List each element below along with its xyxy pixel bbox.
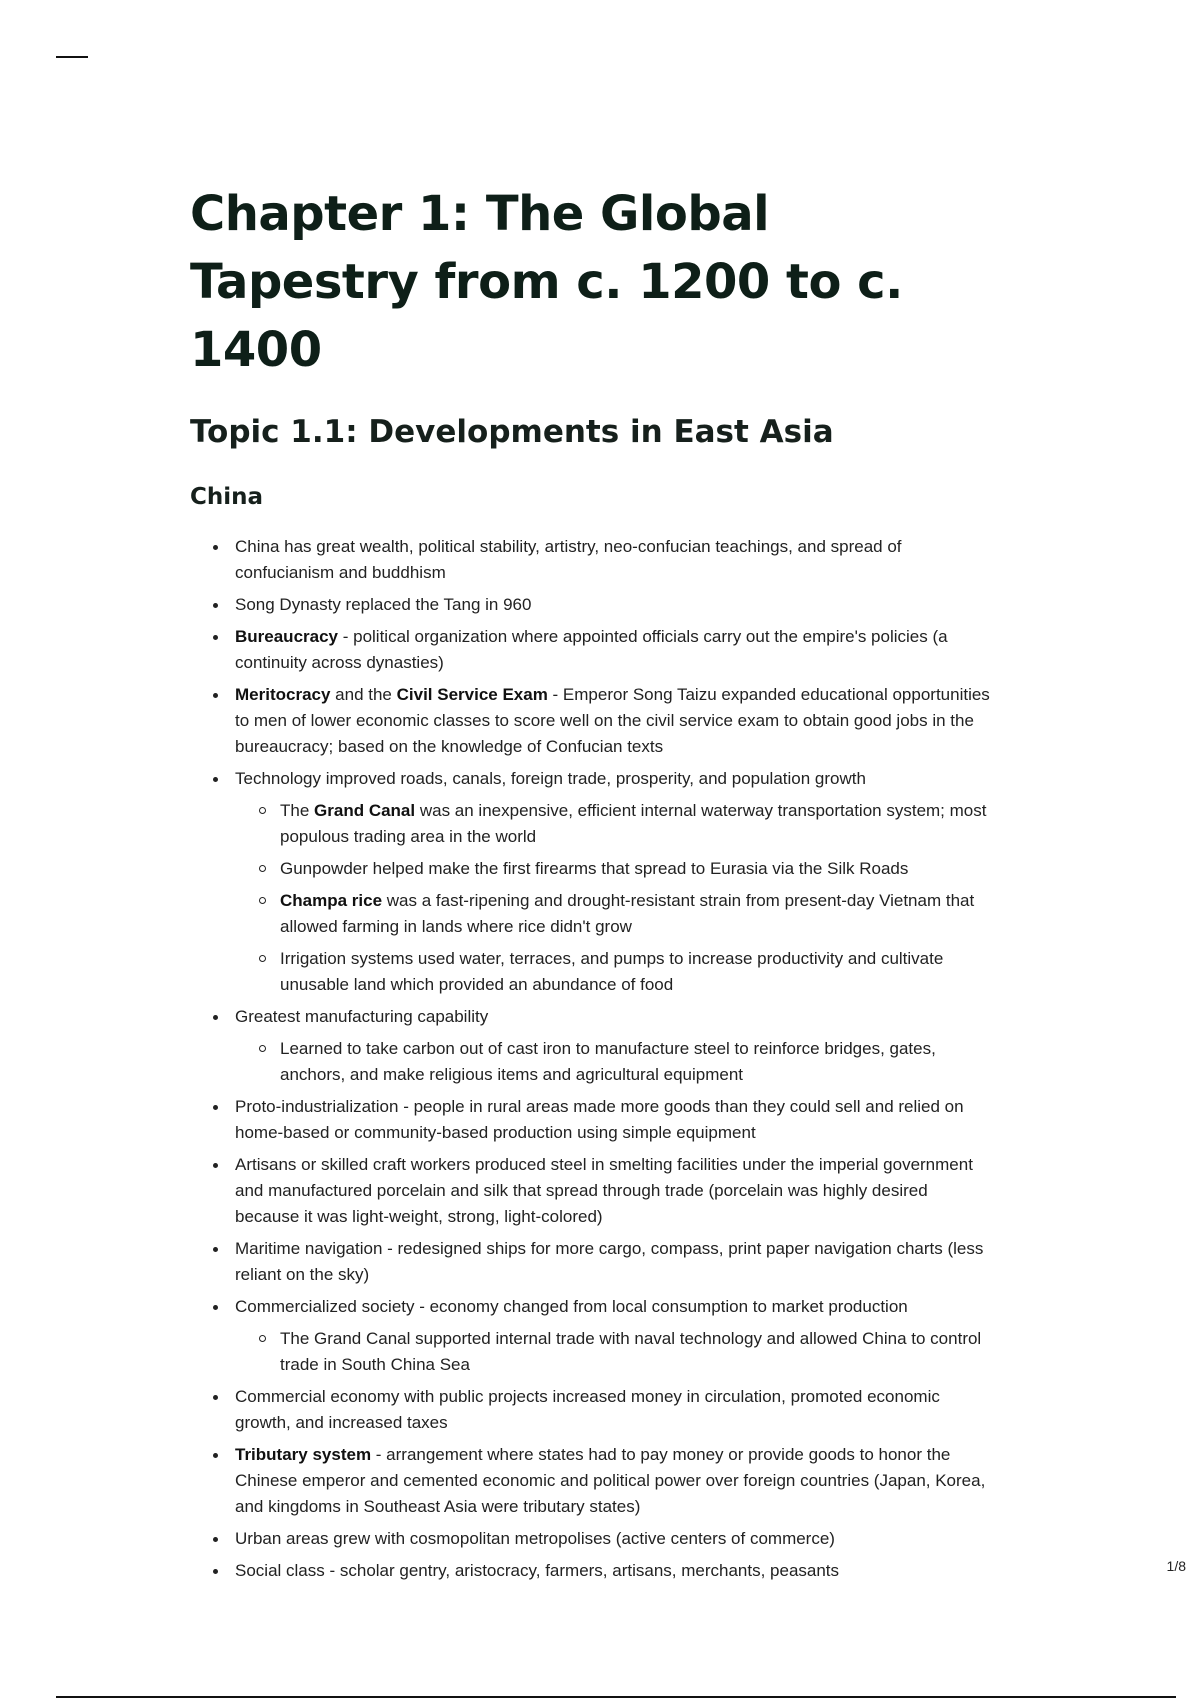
- note-text: - political organization where appointed officials carry out the empire's policies (a continuity across dynasties): [235, 627, 948, 672]
- note-text: Greatest manufacturing capability: [235, 1007, 489, 1026]
- note-text: Maritime navigation - redesigned ships for more cargo, compass, print paper navigation charts (less reliant on the sky): [235, 1239, 984, 1284]
- note-text: Irrigation systems used water, terraces, and pumps to increase productivity and cultivate unusable land which provided an abundance of food: [280, 949, 944, 994]
- page-number: 1/8: [1166, 1558, 1186, 1574]
- note-text: was a fast-ripening and drought-resistant strain from present-day Vietnam that allowed farming in lands where rice didn't grow: [280, 891, 975, 936]
- note-text: was an inexpensive, efficient internal waterway transportation system; most populous trading area in the world: [280, 801, 987, 846]
- note-text: Artisans or skilled craft workers produced steel in smelting facilities under the imperial government and manufactured porcelain and silk that spread through trade (porcelain was highly desired because it was light-weight, strong, light-colored): [235, 1155, 973, 1226]
- note-text: Proto-industrialization - people in rural areas made more goods than they could sell and relied on home-based or community-based production using simple equipment: [235, 1097, 964, 1142]
- list-item: [235, 1558, 990, 1584]
- chapter-title: Chapter 1: The Global Tapestry from c. 1200 to c. 1400: [190, 186, 903, 378]
- sub-list-item: [280, 856, 990, 882]
- list-item: [235, 1094, 990, 1146]
- section-title: China: [190, 484, 264, 510]
- topic-title: Topic 1.1: Developments in East Asia: [190, 414, 834, 450]
- note-text: Song Dynasty replaced the Tang in 960: [235, 595, 532, 614]
- note-text: - Emperor Song Taizu expanded educational opportunities to men of lower economic classes to score well on the civil service exam to obtain good jobs in the bureaucracy; based on the knowledge of Confucian texts: [235, 685, 990, 756]
- note-text: Commercial economy with public projects increased money in circulation, promoted economic growth, and increased taxes: [235, 1387, 940, 1432]
- sub-list: [235, 1036, 990, 1088]
- sub-list-item: [280, 1036, 990, 1088]
- list-item: [235, 766, 990, 998]
- key-term: Grand Canal: [314, 801, 416, 820]
- key-term: Meritocracy: [235, 685, 331, 704]
- list-item: [235, 1384, 990, 1436]
- list-item: [235, 624, 990, 676]
- key-term: Tributary system: [235, 1445, 372, 1464]
- list-item: [235, 534, 990, 586]
- note-text: Learned to take carbon out of cast iron to manufacture steel to reinforce bridges, gates, anchors, and make religious items and agricultural equipment: [280, 1039, 936, 1084]
- sub-list: [235, 1326, 990, 1378]
- list-item: [235, 1004, 990, 1088]
- note-text: Commercialized society - economy changed from local consumption to market production: [235, 1297, 908, 1316]
- list-item: [235, 1236, 990, 1288]
- sub-list-item: [280, 798, 990, 850]
- sub-list: [235, 798, 990, 998]
- list-item: [235, 1152, 990, 1230]
- key-term: Champa rice: [280, 891, 383, 910]
- note-text: China has great wealth, political stability, artistry, neo-confucian teachings, and spread of confucianism and buddhism: [235, 537, 902, 582]
- note-text: and the: [330, 685, 397, 704]
- key-term: Civil Service Exam: [396, 685, 548, 704]
- notes-list: [190, 534, 990, 1584]
- list-item: [235, 1442, 990, 1520]
- list-item: [235, 1526, 990, 1552]
- note-text: Technology improved roads, canals, foreign trade, prosperity, and population growth: [235, 769, 866, 788]
- list-item: [235, 592, 990, 618]
- bottom-divider: [56, 1696, 1176, 1698]
- sub-list-item: [280, 888, 990, 940]
- note-text: Urban areas grew with cosmopolitan metropolises (active centers of commerce): [235, 1529, 835, 1548]
- note-text: - arrangement where states had to pay money or provide goods to honor the Chinese emperor and cemented economic and political power over foreign countries (Japan, Korea, and kingdoms in Southeast Asia were tributary states): [235, 1445, 986, 1516]
- list-item: [235, 682, 990, 760]
- note-text: The: [280, 801, 315, 820]
- note-text: The Grand Canal supported internal trade with naval technology and allowed China to control trade in South China Sea: [280, 1329, 982, 1374]
- list-item: [235, 1294, 990, 1378]
- key-term: Bureaucracy: [235, 627, 339, 646]
- sub-list-item: [280, 1326, 990, 1378]
- document-page: [190, 180, 990, 1590]
- sub-list-item: [280, 946, 990, 998]
- top-dash-mark: [56, 56, 88, 58]
- note-text: Social class - scholar gentry, aristocracy, farmers, artisans, merchants, peasants: [235, 1561, 840, 1580]
- note-text: Gunpowder helped make the first firearms that spread to Eurasia via the Silk Roads: [280, 859, 909, 878]
